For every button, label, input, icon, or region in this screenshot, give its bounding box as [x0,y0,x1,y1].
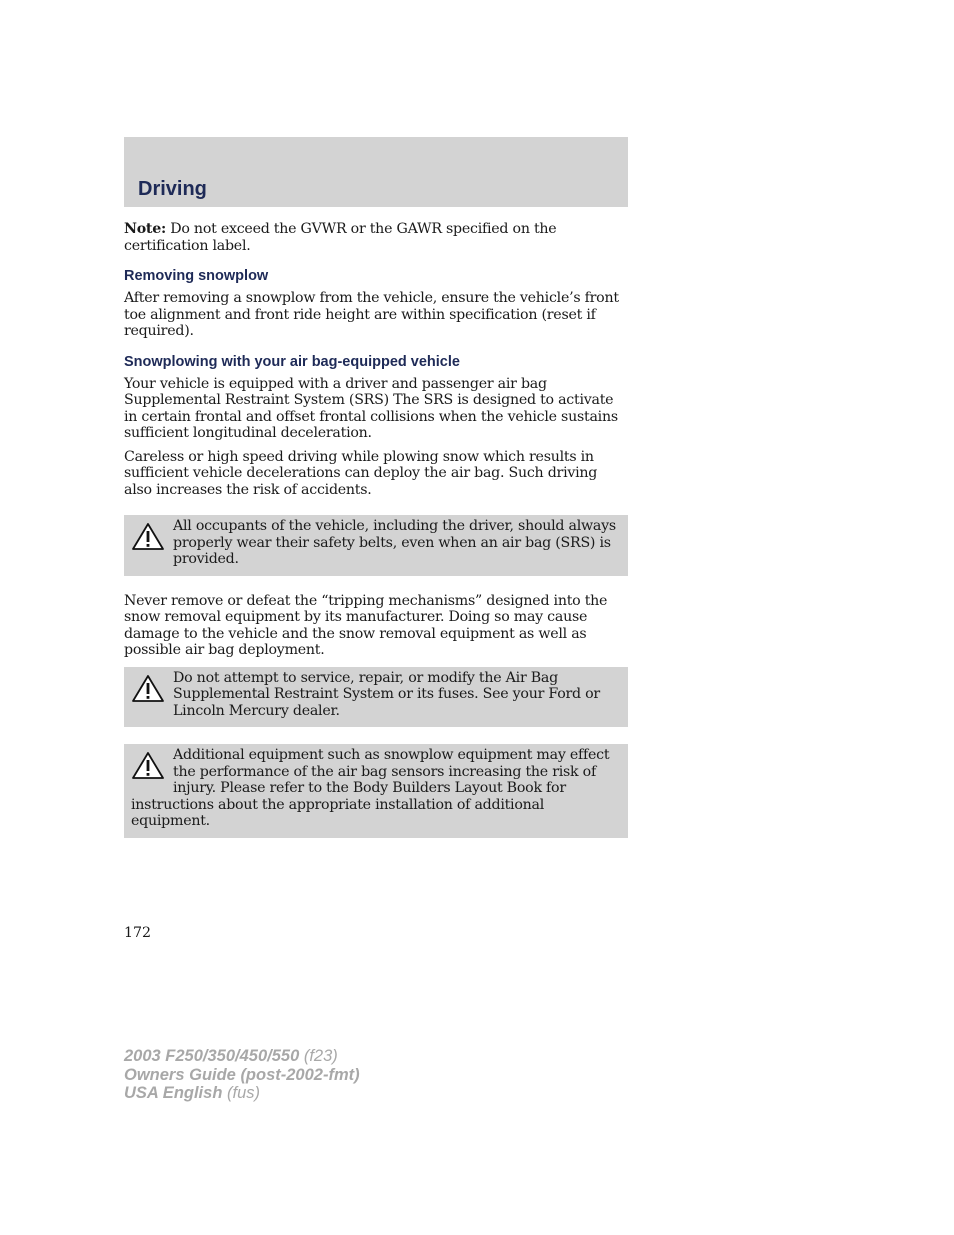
note-text: Do not exceed the GVWR or the GAWR specified on the certification label. [124,221,557,254]
warning-box-safety-belts [124,515,628,576]
footer-line-2 [124,1066,360,1085]
note-paragraph [124,221,628,254]
removing-snowplow-text: After removing a snowplow from the vehicle, ensure the vehicle’s front toe alignment and front ride height are within specification (reset if required). [124,290,619,339]
footer-language-code: (fus) [222,1084,260,1102]
footer-model-code: (f23) [299,1047,338,1065]
section-header-band [124,137,628,207]
airbag-paragraph-3: Never remove or defeat the “tripping mechanisms” designed into the snow removal equipment by its manufacturer. Doing so may cause damage to the vehicle and the snow removal equipment as well as possible air bag deployment. [124,592,608,658]
heading-removing-snowplow: Removing snowplow [124,268,269,284]
warning-triangle-icon [131,522,165,552]
warning-box-service [124,667,628,728]
warning-text-service: Do not attempt to service, repair, or modify the Air Bag Supplemental Restraint System or its fuses. See your Ford or Lincoln Mercury dealer. [173,669,600,719]
warning-triangle-icon [131,751,165,781]
warning-box-additional-equipment [124,744,628,838]
airbag-paragraph-1: Your vehicle is equipped with a driver and passenger air bag Supplemental Restraint System (SRS) The SRS is designed to activate in certain frontal and offset frontal collisions when the vehicle sustains sufficient longitudinal deceleration. [124,375,618,441]
footer-guide: Owners Guide (post-2002-fmt) [124,1065,360,1084]
footer-model: 2003 F250/350/450/550 [124,1047,300,1065]
note-label: Note: [124,221,166,237]
footer-language: USA English [124,1084,223,1102]
document-footer [124,1047,360,1103]
page-content [124,221,628,855]
warning-text-safety-belts: All occupants of the vehicle, including the driver, should always properly wear their safety belts, even when an air bag (SRS) is provided. [173,518,616,567]
warning-text-additional-equipment: Additional equipment such as snowplow equipment may effect the performance of the air bag sensors increasing the risk of injury. Please refer to the Body Builders Layout Book for instructions about the appropriate installation of additional equipment. [131,747,610,829]
heading-airbag-snowplowing: Snowplowing with your air bag-equipped vehicle [124,353,460,370]
warning-triangle-icon [131,674,165,704]
footer-line-3 [124,1084,360,1103]
section-title: Driving [138,178,207,200]
airbag-paragraph-2: Careless or high speed driving while plowing snow which results in sufficient vehicle decelerations can deploy the air bag. Such driving also increases the risk of accidents. [124,448,598,498]
footer-line-1 [124,1047,360,1066]
page-number: 172 [124,925,152,941]
